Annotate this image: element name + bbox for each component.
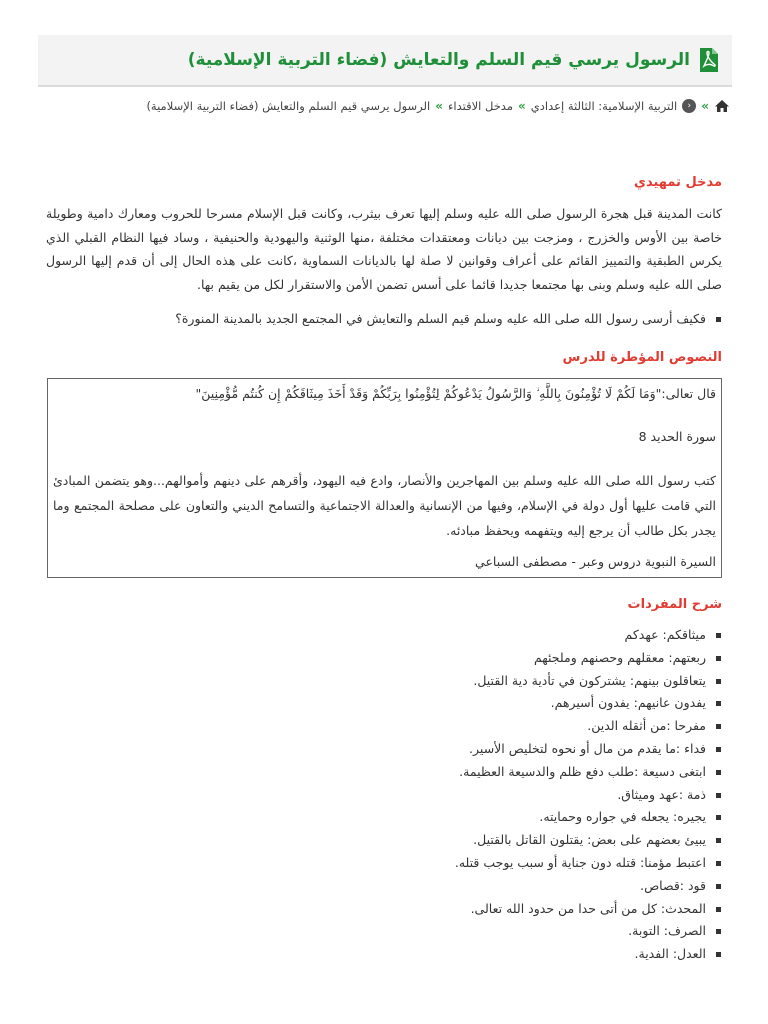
list-item: يتعاقلون بينهم: يشتركون في تأدية دية القتيل. xyxy=(455,670,722,693)
list-item: ابتغى دسيعة :طلب دفع ظلم والدسيعة العظيمة. xyxy=(455,761,722,784)
sira-source: السيرة النبوية دروس وعبر - مصطفى السباعي xyxy=(475,554,716,569)
list-item: قود :قصاص. xyxy=(455,875,722,898)
list-item: المحدث: كل من أتى حدا من حدود الله تعالى. xyxy=(455,898,722,921)
vocab-list xyxy=(455,624,722,966)
quran-verse: قال تعالى:"وَمَا لَكُمْ لَا تُؤْمِنُونَ بِاللَّهِ ۙ وَالرَّسُولُ يَدْعُوكُمْ لِتُؤْمِنُوا بِرَبِّكُمْ وَقَدْ أَخَذَ مِيثَاقَكُمْ إِن كُنتُم مُّؤْمِنِينَ" xyxy=(195,386,716,401)
verse-reference: سورة الحديد 8 xyxy=(638,429,716,444)
intro-question-list xyxy=(175,308,722,331)
list-item: يفدون عانيهم: يفدون أسيرهم. xyxy=(455,692,722,715)
intro-question: فكيف أرسى رسول الله صلى الله عليه وسلم قيم السلم والتعايش في المجتمع الجديد بالمدينة المنورة؟ xyxy=(175,308,722,331)
breadcrumb xyxy=(146,95,730,117)
list-item: فداء :ما يقدم من مال أو نحوه لتخليص الأسير. xyxy=(455,738,722,761)
breadcrumb-item-section[interactable]: مدخل الاقتداء xyxy=(447,99,513,113)
texts-heading: النصوص المؤطرة للدرس xyxy=(562,350,722,365)
breadcrumb-item-current: الرسول يرسي قيم السلم والتعايش (فضاء التربية الإسلامية) xyxy=(146,99,431,113)
pdf-icon[interactable] xyxy=(698,47,720,73)
vocab-heading: شرح المفردات xyxy=(627,597,722,612)
list-item: مفرحا :من أثقله الدين. xyxy=(455,715,722,738)
breadcrumb-item-course[interactable]: التربية الإسلامية: الثالثة إعدادي xyxy=(530,99,678,113)
intro-heading: مدخل تمهيدي xyxy=(634,175,722,190)
list-item: ميثاقكم: عهدكم xyxy=(455,624,722,647)
breadcrumb-separator: » xyxy=(701,99,709,113)
list-item: ذمة :عهد وميثاق. xyxy=(455,784,722,807)
list-item: ربعتهم: معقلهم وحصنهم وملجئهم xyxy=(455,647,722,670)
list-item: يبيئ بعضهم على بعض: يقتلون القاتل بالقتيل. xyxy=(455,829,722,852)
chevron-left-icon[interactable]: ‹ xyxy=(682,99,696,113)
page-title: الرسول يرسي قيم السلم والتعايش (فضاء التربية الإسلامية) xyxy=(187,50,690,70)
intro-paragraph: كانت المدينة قبل هجرة الرسول صلى الله عليه وسلم إليها تعرف بيثرب، وكانت قبل الإسلام مسرحا للحروب ومعارك دامية وطويلة خاصة بين الأوس والخزرج ، ومزجت بين ديانات ومعتقدات مختلفة ،منها الوثنية واليهودية والحنيفية ، وساد فيها النظام القبلي الذي يكرس الطبقية والتمييز القائم على أعراف وقوانين لا صلة لها بالديانات السماوية ،كانت على هذه الحال إلى أن قدم إليها الرسول صلى الله عليه وسلم وبنى بها مجتمعا جديدا قائما على أسس تضمن الأمن والاستقرار لكل من يقيم بها. xyxy=(46,206,722,292)
list-item: الصرف: التوبة. xyxy=(455,920,722,943)
sira-paragraph: كتب رسول الله صلى الله عليه وسلم بين المهاجرين والأنصار، وادع فيه اليهود، وأقرهم على دينهم وأموالهم...وهو يتضمن المبادئ التي قامت عليها أول دولة في الإسلام، وفيها من الإنسانية والعدالة الاجتماعية والتسامح الديني والتعاون على مصلحة المجتمع وما يجدر بكل طالب أن يرجع إليه ويتفهمه ويحفظ مبادئه. xyxy=(53,473,716,538)
home-icon[interactable] xyxy=(714,99,730,113)
list-item: اعتبط مؤمنا: قتله دون جناية أو سبب يوجب قتله. xyxy=(455,852,722,875)
list-item: العدل: الفدية. xyxy=(455,943,722,966)
breadcrumb-separator: » xyxy=(518,99,526,113)
list-item: يجيره: يجعله في جواره وحمايته. xyxy=(455,806,722,829)
framed-texts-box xyxy=(47,378,722,578)
page-header xyxy=(38,35,732,87)
breadcrumb-separator: » xyxy=(435,99,443,113)
